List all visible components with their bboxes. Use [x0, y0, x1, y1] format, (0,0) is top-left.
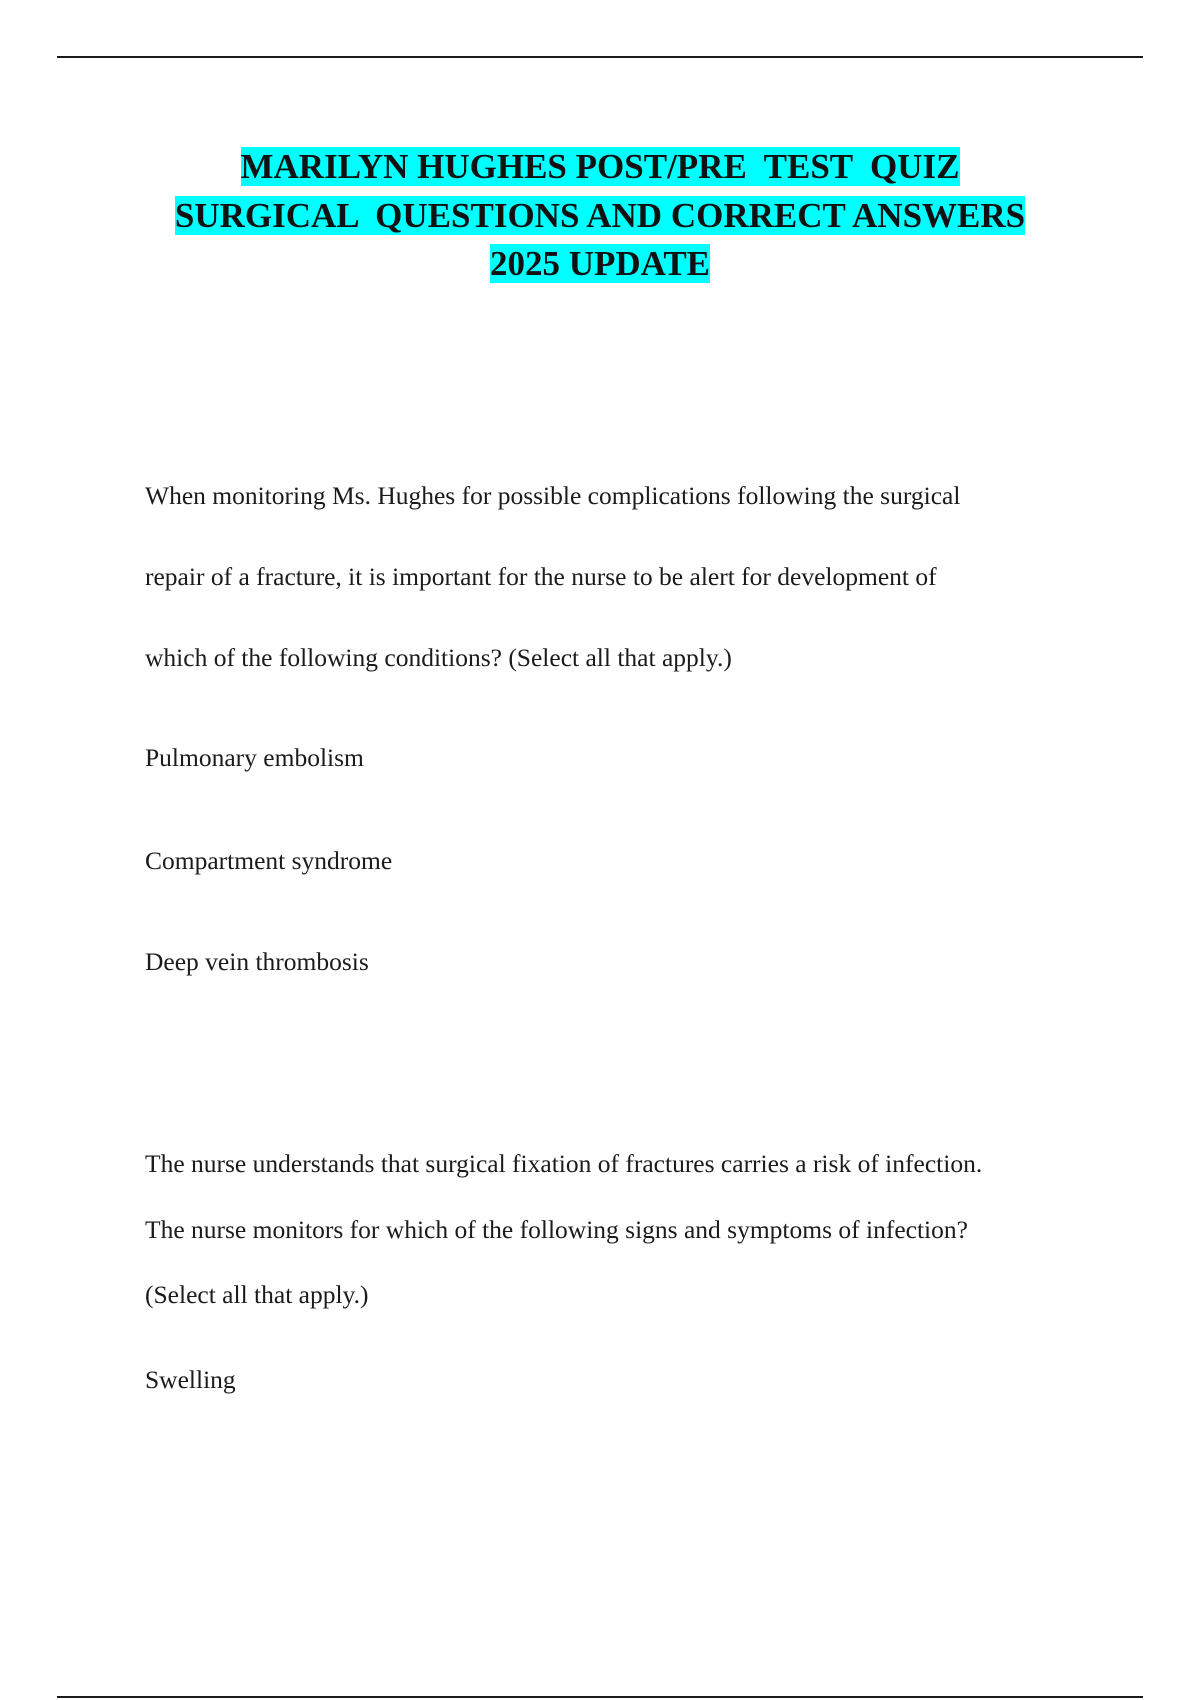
title-line: 2025 UPDATE	[489, 244, 711, 283]
answer-swelling: Swelling	[145, 1365, 236, 1394]
question-1-line-3: which of the following conditions? (Select all that apply.)	[145, 643, 732, 672]
question-2-line-3: (Select all that apply.)	[145, 1280, 369, 1309]
question-1-line-1: When monitoring Ms. Hughes for possible complications following the surgical	[145, 481, 961, 510]
document-title	[60, 143, 1140, 289]
answer-deep-vein-thrombosis: Deep vein thrombosis	[145, 947, 369, 976]
top-rule	[57, 56, 1143, 58]
answer-compartment-syndrome: Compartment syndrome	[145, 846, 393, 875]
title-line: MARILYN HUGHES POST/PRE TEST QUIZ	[240, 147, 960, 186]
title-line: SURGICAL QUESTIONS AND CORRECT ANSWERS	[174, 195, 1026, 235]
answer-pulmonary-embolism: Pulmonary embolism	[145, 743, 364, 772]
question-1-line-2: repair of a fracture, it is important for the nurse to be alert for development of	[145, 562, 937, 591]
question-2-line-1: The nurse understands that surgical fixation of fractures carries a risk of infection.	[145, 1149, 983, 1178]
question-2-line-2: The nurse monitors for which of the following signs and symptoms of infection?	[145, 1215, 968, 1244]
bottom-rule	[57, 1696, 1143, 1698]
